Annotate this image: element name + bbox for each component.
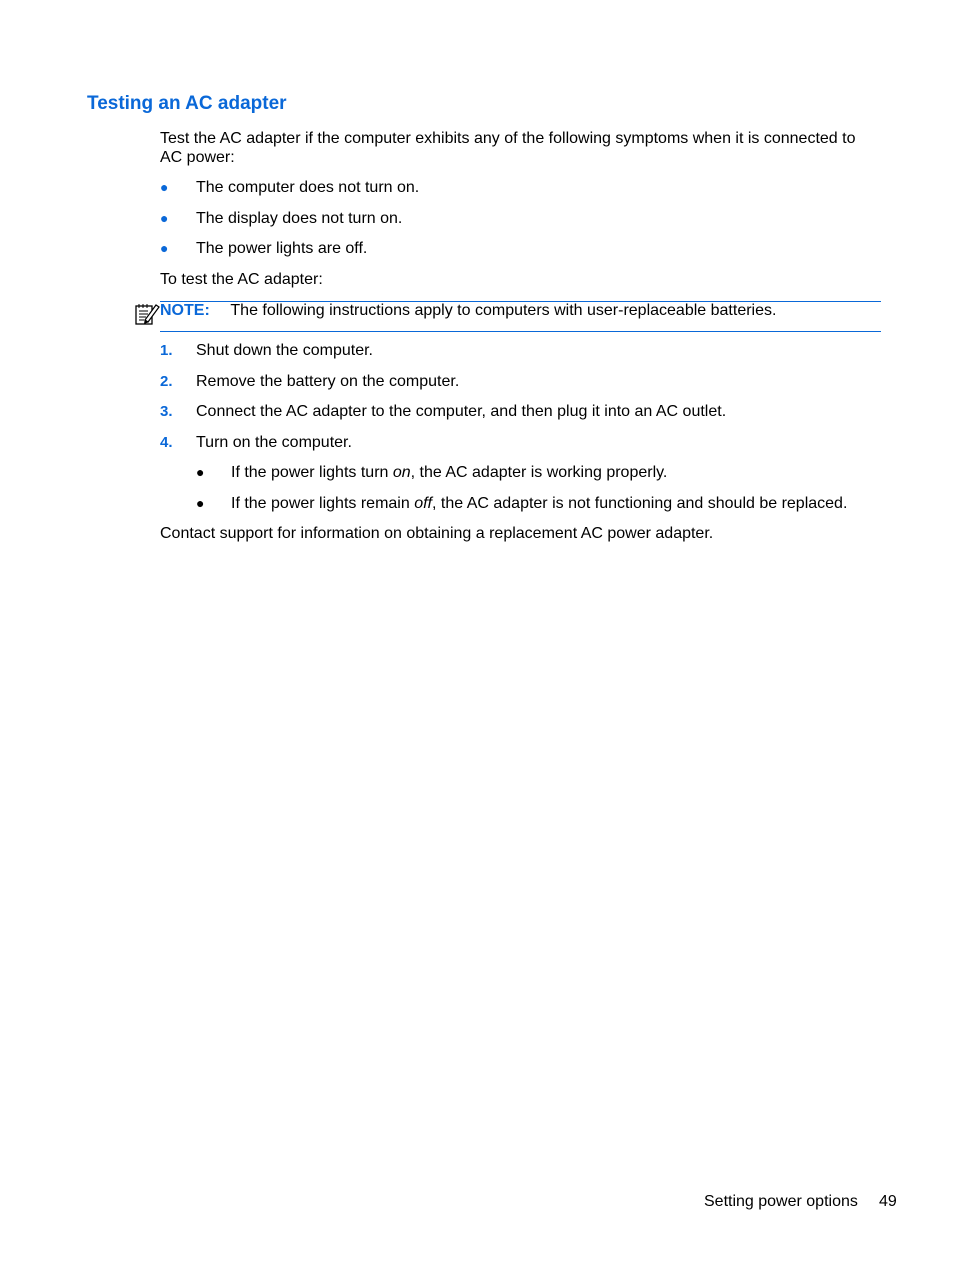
footer-section-name: Setting power options [704, 1193, 858, 1210]
symptom-text: The computer does not turn on. [196, 179, 420, 196]
step-text: Shut down the computer. [196, 342, 373, 359]
step-text: Turn on the computer. [196, 434, 352, 451]
page-number: 49 [879, 1193, 897, 1210]
note-pencil-icon [134, 301, 160, 327]
note-text: The following instructions apply to computers with user-replaceable batteries. [230, 302, 777, 319]
result-text: If the power lights turn on, the AC adapter is working properly. [231, 464, 668, 481]
note-block [160, 301, 776, 320]
note-bottom-rule [160, 331, 881, 332]
step-number: 3. [160, 403, 173, 420]
closing-paragraph: Contact support for information on obtaining a replacement AC power adapter. [160, 525, 714, 542]
step-number: 4. [160, 434, 173, 451]
result-text: If the power lights remain off, the AC adapter is not functioning and should be replaced. [231, 495, 848, 512]
bullet-icon: ● [160, 210, 169, 226]
bullet-icon: ● [196, 495, 205, 511]
step-text: Remove the battery on the computer. [196, 373, 460, 390]
step-text: Connect the AC adapter to the computer, and then plug it into an AC outlet. [196, 403, 727, 420]
intro-paragraph: Test the AC adapter if the computer exhibits any of the following symptoms when it is connected to AC power: [160, 130, 856, 166]
lead-in-text: To test the AC adapter: [160, 271, 323, 288]
bullet-icon: ● [196, 464, 205, 480]
step-number: 1. [160, 342, 173, 359]
step-number: 2. [160, 373, 173, 390]
bullet-icon: ● [160, 179, 169, 195]
symptom-text: The power lights are off. [196, 240, 368, 257]
section-heading: Testing an AC adapter [87, 93, 287, 114]
note-label: NOTE: [160, 302, 210, 319]
symptom-text: The display does not turn on. [196, 210, 403, 227]
bullet-icon: ● [160, 240, 169, 256]
